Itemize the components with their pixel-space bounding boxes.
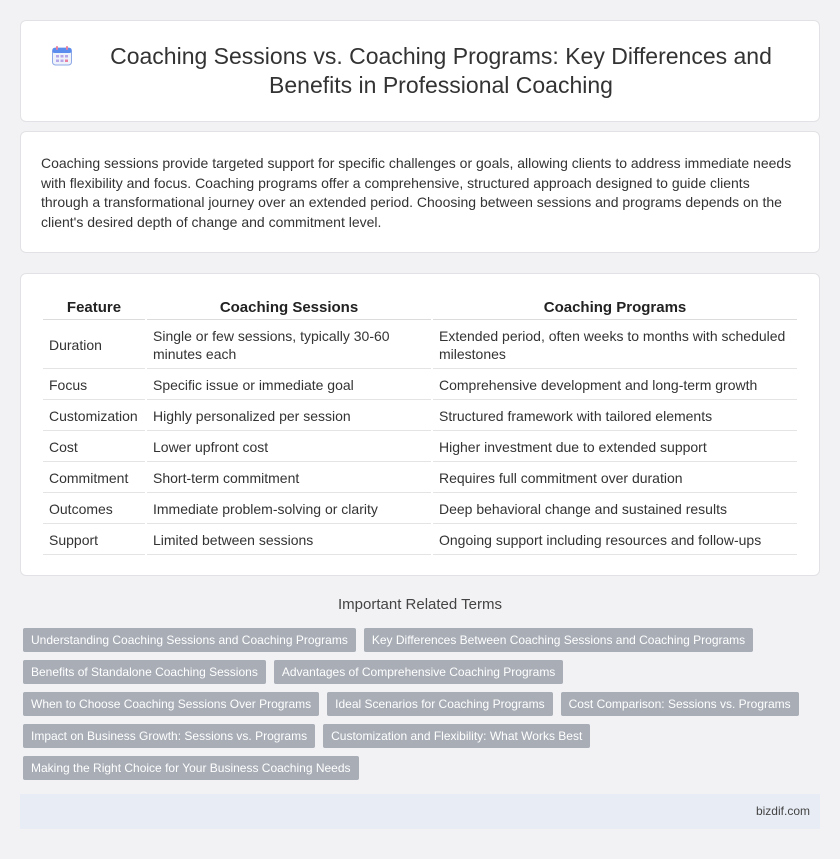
related-term-tag[interactable]: Benefits of Standalone Coaching Sessions xyxy=(23,660,266,684)
table-row xyxy=(43,402,797,431)
intro-card xyxy=(20,131,820,253)
footer-bar xyxy=(20,794,820,829)
table-row xyxy=(43,322,797,369)
comparison-card xyxy=(20,273,820,576)
intro-paragraph: Coaching sessions provide targeted support for specific challenges or goals, allowing clients to address immediate needs with flexibility and focus. Coaching programs offer a comprehensive, structured approach designed to guide clients through a transformational journey over an extended period. Choosing between sessions and programs depends on the client's desired depth of change and commitment level. xyxy=(41,155,792,230)
row-programs: Comprehensive development and long-term growth xyxy=(433,371,797,400)
row-programs: Extended period, often weeks to months with scheduled milestones xyxy=(433,322,797,369)
table-row xyxy=(43,526,797,555)
related-terms-list xyxy=(23,628,818,788)
row-feature: Outcomes xyxy=(43,495,145,524)
row-programs: Deep behavioral change and sustained results xyxy=(433,495,797,524)
related-term-tag[interactable]: Understanding Coaching Sessions and Coaching Programs xyxy=(23,628,356,652)
row-sessions: Limited between sessions xyxy=(147,526,431,555)
row-programs: Ongoing support including resources and follow-ups xyxy=(433,526,797,555)
page-title: Coaching Sessions vs. Coaching Programs: Key Differences and Benefits in Professional Coaching xyxy=(110,43,772,98)
related-term-tag[interactable]: Customization and Flexibility: What Works Best xyxy=(323,724,590,748)
row-programs: Requires full commitment over duration xyxy=(433,464,797,493)
row-feature: Commitment xyxy=(43,464,145,493)
row-sessions: Immediate problem-solving or clarity xyxy=(147,495,431,524)
row-sessions: Single or few sessions, typically 30-60 minutes each xyxy=(147,322,431,369)
related-term-tag[interactable]: Cost Comparison: Sessions vs. Programs xyxy=(561,692,799,716)
table-row xyxy=(43,464,797,493)
row-sessions: Short-term commitment xyxy=(147,464,431,493)
table-row xyxy=(43,371,797,400)
table-header-row xyxy=(43,296,797,320)
table-row xyxy=(43,433,797,462)
title-row xyxy=(51,42,789,100)
footer-site-link[interactable]: bizdif.com xyxy=(755,804,810,818)
row-feature: Duration xyxy=(43,322,145,369)
header-feature: Feature xyxy=(43,296,145,320)
header-sessions: Coaching Sessions xyxy=(147,296,431,320)
related-terms-title: Important Related Terms xyxy=(338,596,502,613)
header-programs: Coaching Programs xyxy=(433,296,797,320)
row-programs: Higher investment due to extended support xyxy=(433,433,797,462)
row-programs: Structured framework with tailored elements xyxy=(433,402,797,431)
title-card xyxy=(20,20,820,122)
row-sessions: Specific issue or immediate goal xyxy=(147,371,431,400)
related-term-tag[interactable]: Making the Right Choice for Your Business Coaching Needs xyxy=(23,756,359,780)
row-feature: Customization xyxy=(43,402,145,431)
table-row xyxy=(43,495,797,524)
related-term-tag[interactable]: Impact on Business Growth: Sessions vs. Programs xyxy=(23,724,315,748)
related-term-tag[interactable]: When to Choose Coaching Sessions Over Programs xyxy=(23,692,319,716)
row-feature: Cost xyxy=(43,433,145,462)
related-term-tag[interactable]: Advantages of Comprehensive Coaching Programs xyxy=(274,660,563,684)
row-feature: Focus xyxy=(43,371,145,400)
related-term-tag[interactable]: Ideal Scenarios for Coaching Programs xyxy=(327,692,552,716)
row-sessions: Lower upfront cost xyxy=(147,433,431,462)
row-feature: Support xyxy=(43,526,145,555)
row-sessions: Highly personalized per session xyxy=(147,402,431,431)
comparison-table xyxy=(41,294,799,557)
related-term-tag[interactable]: Key Differences Between Coaching Sessions and Coaching Programs xyxy=(364,628,753,652)
calendar-icon xyxy=(51,45,73,67)
